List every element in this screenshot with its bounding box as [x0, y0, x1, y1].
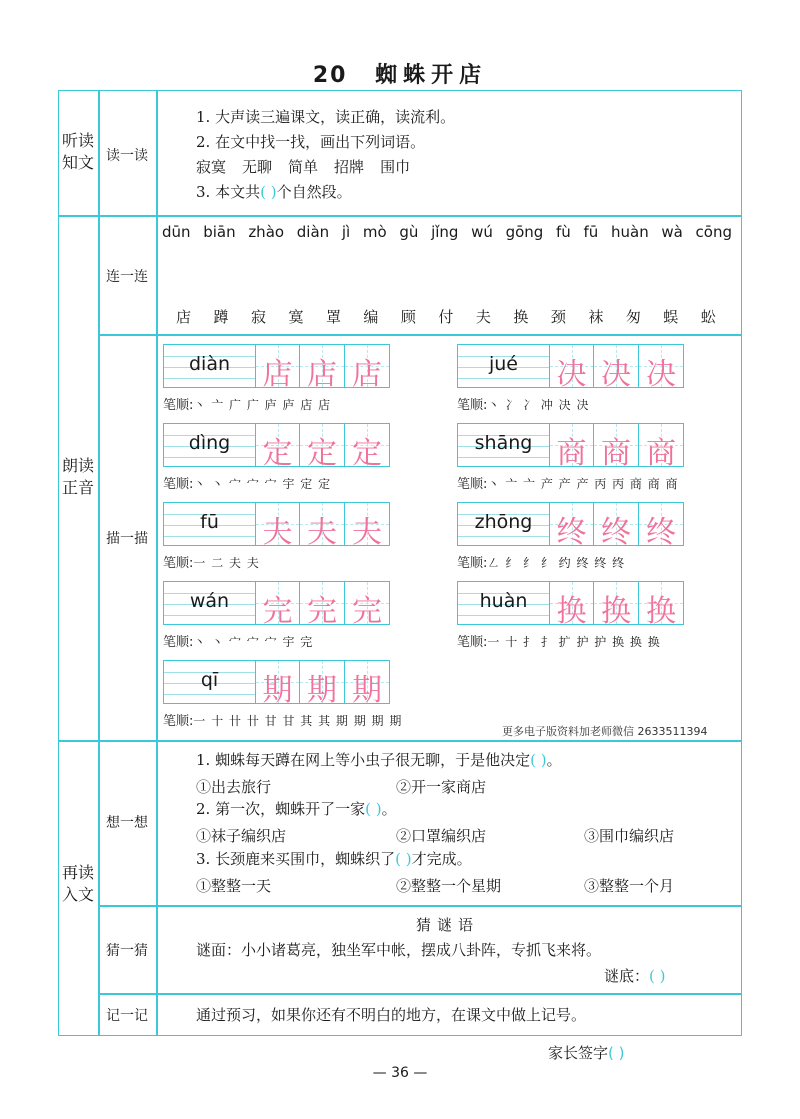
- sub-label-guess: 猜一猜: [106, 943, 148, 959]
- writing-grid: [163, 581, 390, 629]
- stroke-order: [457, 473, 684, 492]
- tian-grid-box[interactable]: [345, 423, 390, 471]
- trace-character: 期: [352, 673, 382, 708]
- stroke-order-label: 笔顺:: [163, 477, 194, 492]
- read-line-3-suffix: 个自然段。: [276, 183, 352, 201]
- tian-grid-box[interactable]: [549, 423, 594, 471]
- trace-character: 商: [646, 436, 676, 471]
- option-item[interactable]: ①出去旅行: [196, 778, 272, 796]
- match-pinyin[interactable]: gōng: [505, 223, 544, 241]
- tian-grid-box[interactable]: [255, 344, 300, 392]
- word-item: 寂寞: [196, 158, 227, 176]
- option-item[interactable]: ②口罩编织店: [396, 827, 487, 845]
- match-pinyin[interactable]: gù: [399, 223, 419, 241]
- trace-character: 商: [601, 436, 631, 471]
- trace-character: 店: [352, 357, 382, 392]
- word-item: 简单: [288, 158, 319, 176]
- trace-character: 完: [352, 594, 382, 629]
- pinyin-text: diàn: [188, 353, 231, 375]
- row-divider-3: [58, 740, 742, 742]
- read-line-1: 1. 大声读三遍课文，读正确，读流利。: [196, 108, 456, 126]
- stroke-order-sequence: 一 十 扌 扌 扩 护 护 换 换 换: [487, 635, 661, 649]
- match-pinyin[interactable]: zhào: [248, 223, 285, 241]
- match-pinyin[interactable]: wú: [471, 223, 493, 241]
- stroke-order: [457, 552, 684, 571]
- row-divider-2: [98, 334, 742, 336]
- lesson-title: [0, 58, 800, 89]
- pinyin-box: [457, 423, 549, 467]
- riddle-answer-blank[interactable]: ( ): [649, 967, 666, 985]
- trace-character: 完: [307, 594, 337, 629]
- trace-char-block: [457, 581, 684, 650]
- trace-character: 期: [307, 673, 337, 708]
- match-hanzi[interactable]: 寞: [288, 308, 304, 326]
- match-hanzi[interactable]: 店: [176, 308, 192, 326]
- think-q1-text: 1. 蜘蛛每天蹲在网上等小虫子很无聊，于是他决定: [196, 751, 531, 769]
- trace-character: 换: [601, 594, 631, 629]
- trace-character: 店: [262, 357, 293, 392]
- trace-character: 决: [601, 357, 631, 392]
- trace-char-block: [457, 423, 684, 492]
- think-q2-options: [196, 825, 674, 846]
- tian-grid-box[interactable]: [345, 344, 390, 392]
- stroke-order-label: 笔顺:: [457, 477, 488, 492]
- stroke-order-sequence: 丶 冫 冫 冲 决 决: [487, 398, 590, 412]
- trace-character: 终: [646, 515, 676, 550]
- think-q1-blank[interactable]: ( ): [530, 751, 547, 769]
- stroke-order-sequence: 丶 亠 亠 产 产 产 丙 丙 商 商 商: [487, 477, 679, 491]
- riddle-answer-label: 谜底：: [604, 967, 650, 985]
- trace-character: 夫: [352, 515, 382, 550]
- trace-character: 决: [556, 357, 587, 392]
- think-q3-text: 3. 长颈鹿来买围巾，蜘蛛织了: [196, 850, 396, 868]
- option-item[interactable]: ①整整一天: [196, 877, 272, 895]
- parent-signature: [548, 1042, 625, 1063]
- match-pinyin[interactable]: jì: [341, 223, 351, 241]
- writing-grid: [457, 502, 684, 550]
- trace-character: 定: [352, 436, 382, 471]
- pinyin-text: dìng: [188, 432, 231, 454]
- riddle-title: 猜谜语: [415, 916, 479, 934]
- think-q3-blank[interactable]: ( ): [395, 850, 412, 868]
- match-hanzi-row: [176, 306, 716, 327]
- match-hanzi[interactable]: 袜: [588, 308, 604, 326]
- writing-grid: [163, 660, 402, 708]
- trace-character: 商: [556, 436, 587, 471]
- think-q2: [196, 797, 397, 821]
- stroke-order: [163, 394, 390, 413]
- stroke-order-label: 笔顺:: [163, 556, 194, 571]
- tian-grid-box[interactable]: [345, 502, 390, 550]
- tian-grid-box[interactable]: [594, 581, 639, 629]
- column-divider-1: [98, 90, 100, 1036]
- match-hanzi[interactable]: 颈: [550, 308, 566, 326]
- match-hanzi[interactable]: 蹲: [213, 308, 229, 326]
- sub-label-read: 读一读: [106, 148, 148, 164]
- trace-character: 定: [262, 436, 293, 471]
- stroke-order: [163, 631, 390, 650]
- word-item: 围巾: [380, 158, 411, 176]
- row-divider-5: [98, 993, 742, 995]
- section-label-pronounce: 朗读正音: [61, 456, 94, 497]
- option-item[interactable]: ②开一家商店: [396, 778, 487, 796]
- tian-grid-box[interactable]: [639, 581, 684, 629]
- pinyin-box: [457, 344, 549, 388]
- tian-grid-box[interactable]: [639, 344, 684, 392]
- trace-character: 换: [646, 594, 676, 629]
- signature-label: 家长签字: [548, 1044, 609, 1062]
- trace-character: 完: [262, 594, 293, 629]
- match-pinyin-row: [162, 223, 732, 241]
- sub-label-note: 记一记: [106, 1008, 148, 1024]
- match-hanzi[interactable]: 寂: [250, 308, 266, 326]
- note-text: 通过预习，如果你还有不明白的地方，在课文中做上记号。: [196, 1006, 587, 1024]
- read-line-2: 2. 在文中找一找，画出下列词语。: [196, 133, 426, 151]
- trace-character: 终: [556, 515, 587, 550]
- lesson-name: 蜘蛛开店: [375, 63, 488, 88]
- writing-grid: [163, 344, 390, 392]
- trace-character: 夫: [262, 515, 293, 550]
- stroke-order-label: 笔顺:: [163, 635, 194, 650]
- stroke-order: [163, 473, 390, 492]
- tian-grid-box[interactable]: [255, 660, 300, 708]
- stroke-order-label: 笔顺:: [163, 714, 194, 729]
- option-item[interactable]: ①袜子编织店: [196, 827, 287, 845]
- tian-grid-box[interactable]: [549, 502, 594, 550]
- match-hanzi[interactable]: 编: [363, 308, 379, 326]
- writing-grid: [163, 423, 390, 471]
- stroke-order: [457, 631, 684, 650]
- sub-label-match: 连一连: [106, 269, 148, 285]
- watermark-text: 更多电子版资料加老师微信 2633511394: [502, 725, 708, 738]
- match-hanzi[interactable]: 换: [513, 308, 529, 326]
- writing-grid: [457, 344, 684, 392]
- stroke-order-sequence: ㇜ 纟 纟 纟 约 终 终 终: [487, 556, 626, 570]
- riddle-text: 谜面：小小诸葛亮，独坐军中帐，摆成八卦阵，专抓飞来将。: [196, 941, 602, 959]
- trace-character: 终: [601, 515, 631, 550]
- read-line-3: [196, 180, 352, 204]
- row-divider-1: [58, 215, 742, 217]
- trace-char-block: [163, 581, 390, 650]
- stroke-order-sequence: 丶 丶 宀 宀 宀 宇 完: [193, 635, 314, 649]
- pinyin-text: shāng: [474, 432, 533, 454]
- match-hanzi[interactable]: 蚣: [700, 308, 716, 326]
- section-label-listen: 听读知文: [61, 131, 94, 172]
- match-pinyin[interactable]: wà: [661, 223, 683, 241]
- section-label-reread: 再读入文: [61, 863, 94, 904]
- match-hanzi[interactable]: 匆: [625, 308, 641, 326]
- read-line-3-prefix: 3. 本文共: [196, 183, 261, 201]
- match-hanzi[interactable]: 付: [438, 308, 454, 326]
- word-item: 招牌: [334, 158, 365, 176]
- tian-grid-box[interactable]: [594, 502, 639, 550]
- page-number: — 36 —: [372, 1065, 428, 1081]
- option-item[interactable]: ②整整一个星期: [396, 877, 502, 895]
- stroke-order: [163, 710, 402, 729]
- tian-grid-box[interactable]: [300, 502, 345, 550]
- match-pinyin[interactable]: dūn: [162, 223, 191, 241]
- trace-character: 换: [556, 594, 587, 629]
- tian-grid-box[interactable]: [549, 581, 594, 629]
- pinyin-text: huàn: [479, 590, 528, 612]
- match-pinyin[interactable]: fù: [556, 223, 571, 241]
- think-q3: [196, 847, 472, 871]
- lesson-number: 20: [312, 63, 348, 88]
- tian-grid-box[interactable]: [300, 344, 345, 392]
- tian-grid-box[interactable]: [345, 660, 390, 708]
- match-hanzi[interactable]: 夫: [475, 308, 491, 326]
- tian-grid-box[interactable]: [594, 423, 639, 471]
- writing-grid: [457, 581, 684, 629]
- match-pinyin[interactable]: mò: [362, 223, 387, 241]
- stroke-order-sequence: 丶 亠 广 广 庐 庐 店 店: [193, 398, 332, 412]
- think-q2-end: 。: [381, 800, 397, 818]
- tian-grid-box[interactable]: [300, 581, 345, 629]
- riddle-answer: [604, 964, 666, 988]
- writing-grid: [163, 502, 390, 550]
- think-q3-options: [196, 875, 674, 896]
- sub-label-trace: 描一描: [106, 531, 148, 547]
- tian-grid-box[interactable]: [255, 581, 300, 629]
- trace-char-block: [163, 344, 390, 413]
- pinyin-box: [163, 423, 255, 467]
- stroke-order-label: 笔顺:: [457, 556, 488, 571]
- trace-character: 夫: [307, 515, 337, 550]
- read-word-list: [196, 155, 410, 179]
- stroke-order: [457, 394, 684, 413]
- match-pinyin[interactable]: jǐng: [431, 223, 459, 241]
- word-item: 无聊: [242, 158, 273, 176]
- stroke-order-label: 笔顺:: [457, 398, 488, 413]
- tian-grid-box[interactable]: [549, 344, 594, 392]
- match-hanzi[interactable]: 蜈: [663, 308, 679, 326]
- sub-label-think: 想一想: [106, 815, 148, 831]
- pinyin-text: fū: [200, 511, 219, 533]
- stroke-order-label: 笔顺:: [163, 398, 194, 413]
- trace-char-block: [163, 660, 402, 729]
- trace-character: 决: [646, 357, 676, 392]
- pinyin-text: jué: [488, 353, 518, 375]
- column-divider-2: [156, 90, 158, 1036]
- paragraph-count-blank[interactable]: ( ): [260, 183, 277, 201]
- match-pinyin[interactable]: cōng: [695, 223, 732, 241]
- tian-grid-box[interactable]: [300, 423, 345, 471]
- pinyin-box: [163, 502, 255, 546]
- tian-grid-box[interactable]: [594, 344, 639, 392]
- writing-grid: [457, 423, 684, 471]
- tian-grid-box[interactable]: [639, 502, 684, 550]
- think-q1-end: 。: [546, 751, 562, 769]
- trace-char-block: [163, 502, 390, 571]
- tian-grid-box[interactable]: [255, 423, 300, 471]
- match-hanzi[interactable]: 罩: [325, 308, 341, 326]
- trace-char-block: [163, 423, 390, 492]
- pinyin-box: [457, 581, 549, 625]
- tian-grid-box[interactable]: [639, 423, 684, 471]
- stroke-order-sequence: 丶 丶 宀 宀 宀 宇 定 定: [193, 477, 332, 491]
- think-q3-end: 才完成。: [411, 850, 472, 868]
- tian-grid-box[interactable]: [255, 502, 300, 550]
- think-q1: [196, 748, 562, 772]
- match-pinyin[interactable]: biān: [203, 223, 236, 241]
- pinyin-text: qī: [200, 669, 219, 691]
- pinyin-text: wán: [189, 590, 230, 612]
- trace-char-block: [457, 502, 684, 571]
- stroke-order: [163, 552, 390, 571]
- signature-blank[interactable]: ( ): [608, 1044, 625, 1062]
- stroke-order-sequence: 一 二 夫 夫: [193, 556, 260, 570]
- pinyin-box: [163, 344, 255, 388]
- trace-char-block: [457, 344, 684, 413]
- think-q2-text: 2. 第一次，蜘蛛开了一家: [196, 800, 366, 818]
- row-divider-4: [98, 905, 742, 907]
- option-item[interactable]: ③围巾编织店: [584, 827, 675, 845]
- match-pinyin[interactable]: fū: [583, 223, 599, 241]
- think-q1-options: [196, 776, 486, 797]
- think-q2-blank[interactable]: ( ): [365, 800, 382, 818]
- match-pinyin[interactable]: diàn: [296, 223, 330, 241]
- pinyin-box: [457, 502, 549, 546]
- tian-grid-box[interactable]: [300, 660, 345, 708]
- trace-character: 定: [307, 436, 337, 471]
- option-item[interactable]: ③整整一个月: [584, 877, 675, 895]
- trace-character: 店: [307, 357, 337, 392]
- pinyin-box: [163, 660, 255, 704]
- trace-character: 期: [262, 673, 293, 708]
- stroke-order-sequence: 一 十 卄 卄 甘 甘 其 其 期 期 期 期: [193, 714, 403, 728]
- match-pinyin[interactable]: huàn: [610, 223, 649, 241]
- pinyin-box: [163, 581, 255, 625]
- match-hanzi[interactable]: 顾: [400, 308, 416, 326]
- tian-grid-box[interactable]: [345, 581, 390, 629]
- pinyin-text: zhōng: [474, 511, 533, 533]
- stroke-order-label: 笔顺:: [457, 635, 488, 650]
